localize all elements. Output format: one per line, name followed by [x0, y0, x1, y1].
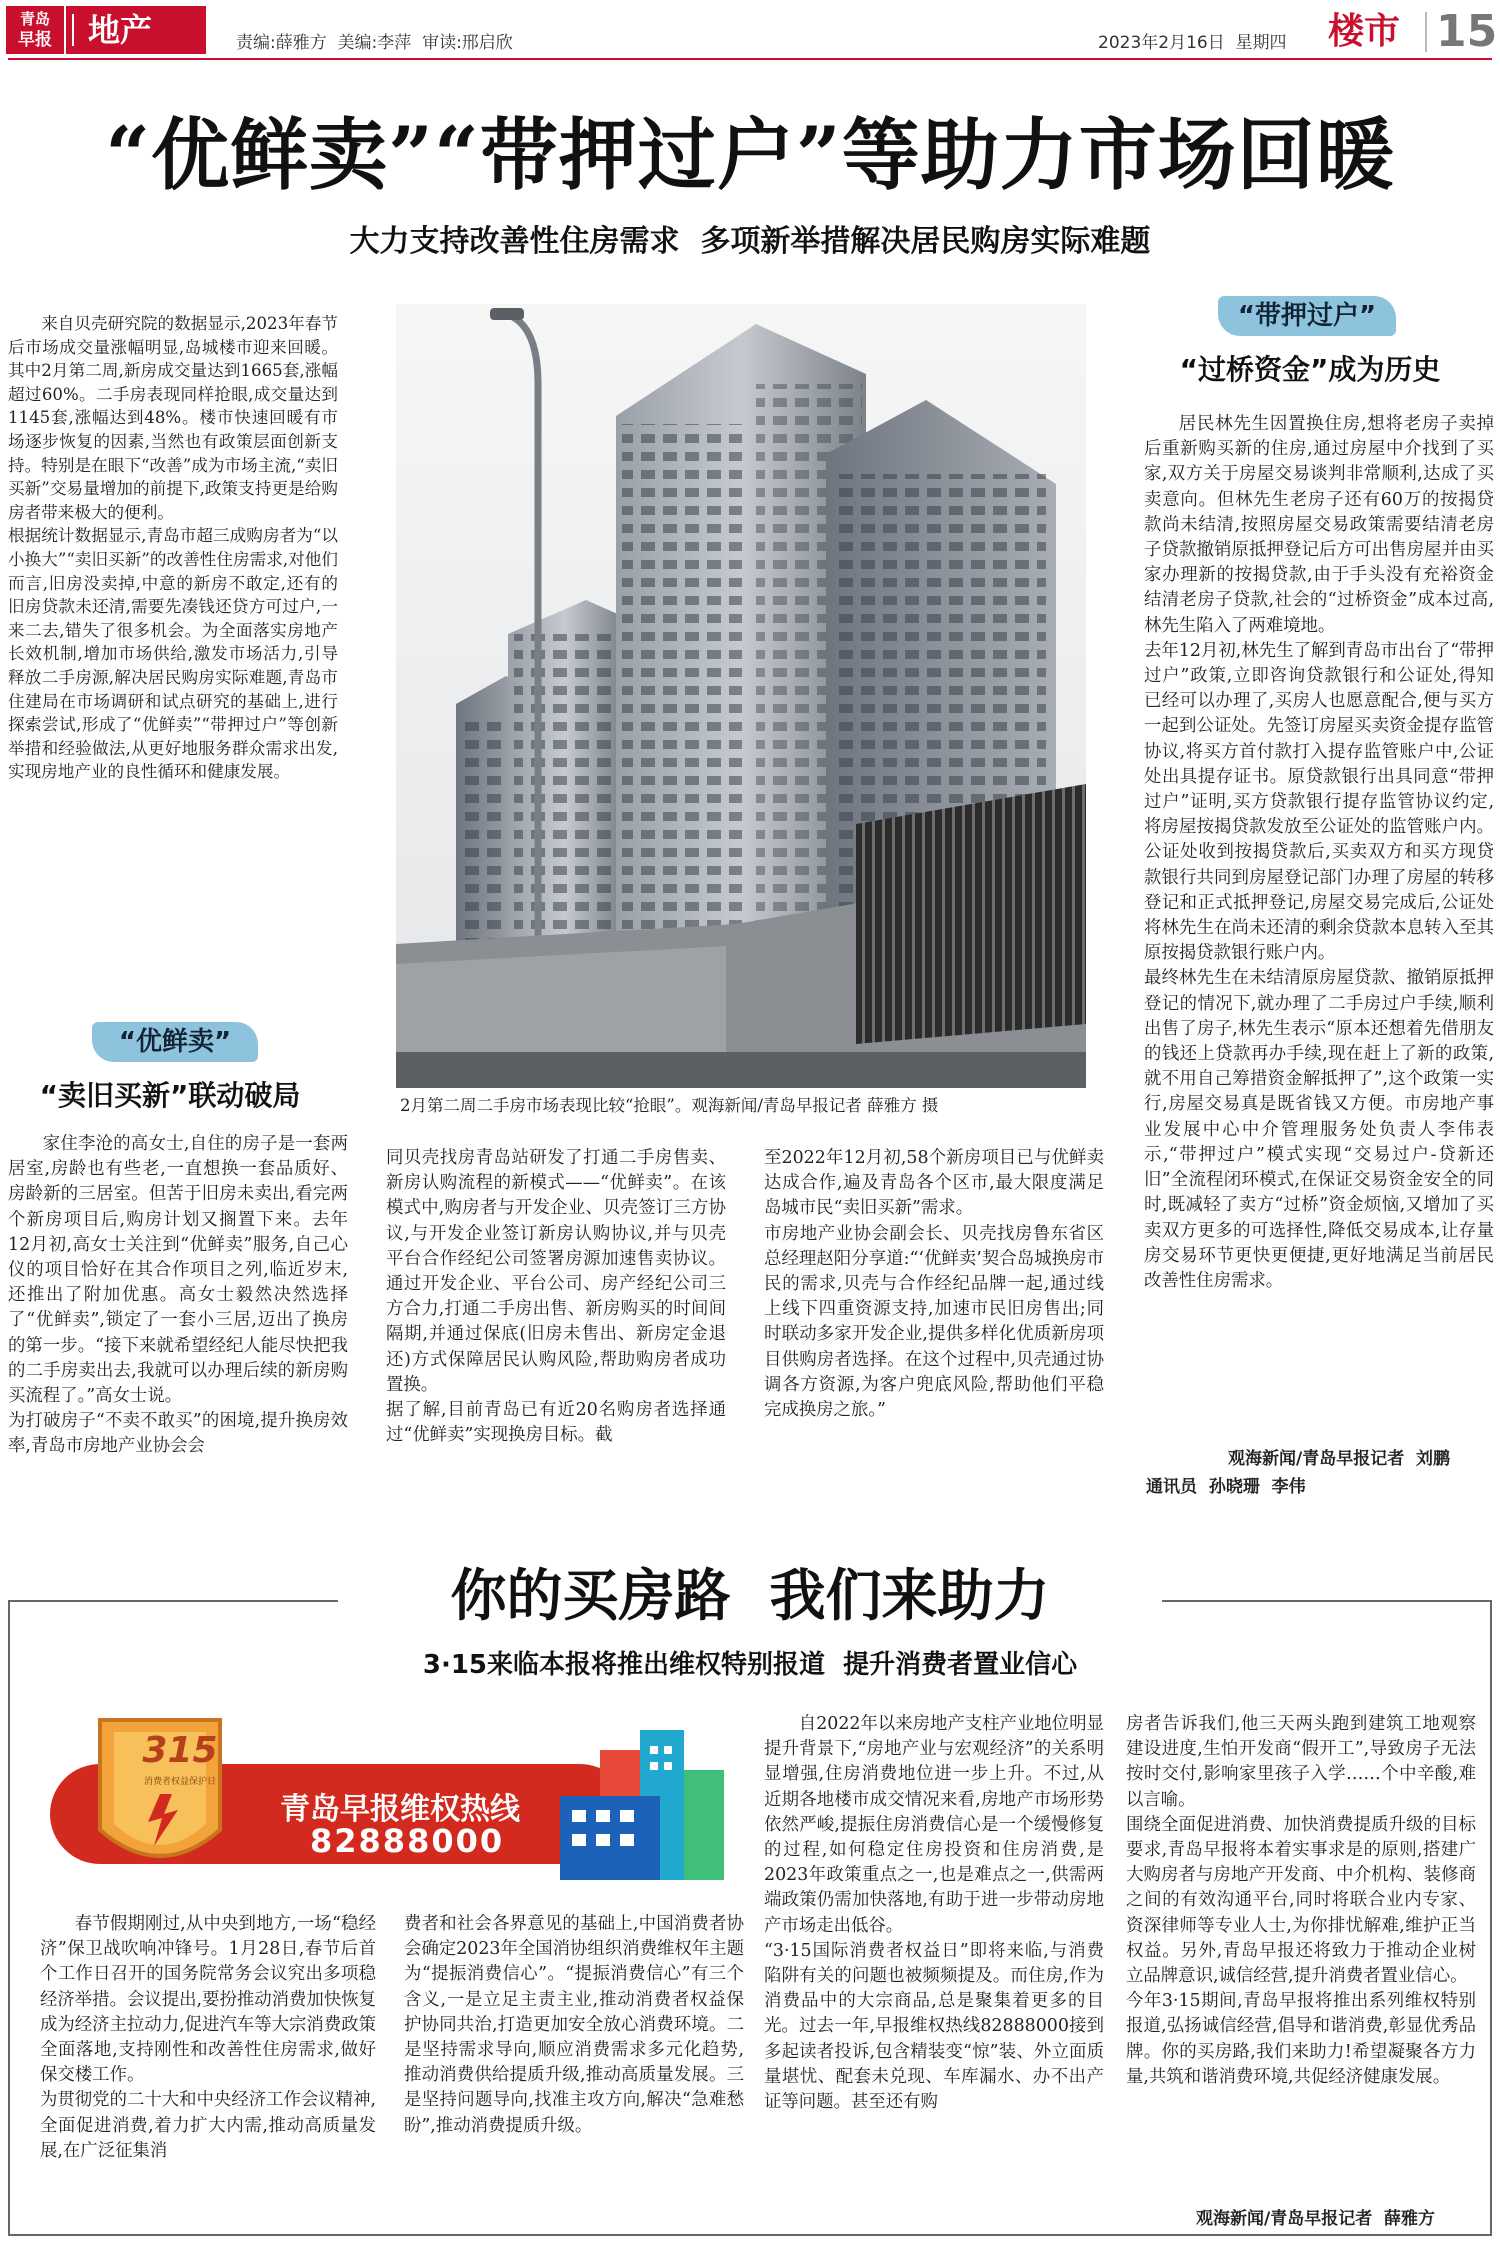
article-2-col2-text: 费者和社会各界意见的基础上,中国消费者协会确定2023年全国消协组织消费维权年主题为“提振消费信心”。“提振消费信心”有三个含义,一是立足主责主业,推动消费者权益保护协同共治,打造更加安全放心消费环境。二是坚持需求导向,顺应消费需求多元化趋势,推动消费供给提质升级,推动高质量发展。三是坚持问题导向,找准主攻方向,解决“急难愁盼”,推动消费提质升级。	[404, 1914, 744, 2136]
section-b-column	[1144, 412, 1494, 1432]
section-b-heading: “过桥资金”成为历史	[1179, 353, 1441, 386]
badge-315: 315	[142, 1730, 218, 1771]
section-b-pill: “带押过户”	[1218, 296, 1396, 336]
article-1-correspondents: 通讯员 孙晓珊 李伟	[1146, 1477, 1306, 1497]
column-name: 楼市	[1328, 11, 1401, 52]
newspaper-logo	[6, 6, 64, 54]
article-2-col3-text: 自2022年以来房地产支柱产业地位明显提升背景下,“房地产业与宏观经济”的关系明显增强,住房消费地位进一步上升。不过,从近期各地楼市成交情况来看,房地产市场形势依然严峻,提振住房消费信心是一个缓慢修复的过程,如何稳定住房投资和住房消费,是2023年政策重点之一,也是难点之一,供需两端政策仍需加快落地,有助于进一步带动房地产市场走出低谷。 “3·15国际消费者权益日”即将来临,与消费陷阱有关的问题也被频频提及。而住房,作为消费品中的大宗商品,总是聚集着更多的目光。过去一年,早报维权热线82888000接到多起读者投诉,包含精装变“惊”装、外立面质量堪忧、配套未兑现、车库漏水、办不出产证等问题。甚至还有购	[764, 1714, 1104, 2113]
section-label	[66, 6, 206, 54]
article-2-column-3	[764, 1712, 1104, 2232]
article-1-byline: 观海新闻/青岛早报记者 刘鹏	[1228, 1449, 1451, 1469]
logo-top-text: 青岛	[19, 10, 50, 28]
editor-credits: 责编:薛雅方 美编:李萍 审读:邢启欣	[236, 33, 513, 53]
photo-caption: 2月第二周二手房市场表现比较“抢眼”。观海新闻/青岛早报记者 薛雅方 摄	[400, 1096, 939, 1115]
article-2-byline: 观海新闻/青岛早报记者 薛雅方	[1196, 2209, 1436, 2229]
section-name: 地产	[88, 11, 153, 49]
section-a-column-1	[8, 1132, 348, 1502]
logo-bottom-text: 早报	[18, 30, 52, 50]
article-1-title: “优鲜卖”“带押过户”等助力市场回暖	[105, 110, 1395, 201]
intro-text: 来自贝壳研究院的数据显示,2023年春节后市场成交量涨幅明显,岛城楼市迎来回暖。其中2月第二周,新房成交量达到1665套,涨幅超过60%。二手房表现同样抢眼,成交量达到1145套,涨幅达到48%。楼市快速回暖有市场逐步恢复的因素,当然也有政策层面创新支持。特别是在眼下“改善”成为市场主流,“卖旧买新”交易量增加的前提下,政策支持更是给购房者带来极大的便利。 根据统计数据显示,青岛市超三成购房者为“以小换大”“卖旧买新”的改善性住房需求,对他们而言,旧房没卖掉,中意的新房不敢定,还有的旧房贷款未还清,需要先凑钱还贷方可过户,一来二去,错失了很多机会。为全面落实房地产长效机制,增加市场供给,激发市场活力,引导释放二手房源,解决居民购房实际难题,青岛市住建局在市场调研和试点研究的基础上,进行探索尝试,形成了“优鲜卖”“带押过户”等创新举措和经验做法,从更好地服务群众需求出发,实现房地产业的良性循环和健康发展。	[8, 314, 338, 782]
article-2-title: 你的买房路 我们来助力	[450, 1563, 1050, 1629]
section-divider	[72, 14, 74, 46]
page-number: 15	[1436, 6, 1498, 57]
hotline-number: 82888000	[310, 1822, 505, 1860]
section-a-col2-text: 同贝壳找房青岛站研发了打通二手房售卖、新房认购流程的新模式——“优鲜卖”。在该模式中,购房者与开发企业、贝壳签订三方协议,与开发企业签订新房认购协议,并与贝壳平台合作经纪公司签署房源加速售卖协议。通过开发企业、平台公司、房产经纪公司三方合力,打通二手房出售、新房购买的时间间隔期,并通过保底(旧房未售出、新房定金退还)方式保障居民认购风险,帮助购房者成功置换。 据了解,目前青岛已有近20名购房者选择通过“优鲜卖”实现换房目标。截	[386, 1148, 726, 1446]
section-a-column-2	[386, 1146, 726, 1502]
building-photo	[396, 304, 1086, 1088]
article-2-column-1	[40, 1912, 376, 2232]
page-divider	[1425, 12, 1427, 52]
article-2-col1-text: 春节假期刚过,从中央到地方,一场“稳经济”保卫战吹响冲锋号。1月28日,春节后首个工作日召开的国务院常务会议究出多项稳经济举措。会议提出,要扮推动消费加快恢复成为经济主拉动力,促进汽车等大宗消费政策全面落地,支持刚性和改善性住房需求,做好保交楼工作。 为贯彻党的二十大和中央经济工作会议精神,全面促进消费,着力扩大内需,推动高质量发展,在广泛征集消	[40, 1914, 376, 2161]
badge-caption: 消费者权益保护日	[143, 1777, 216, 1787]
section-a-col1-text: 家住李沧的高女士,自住的房子是一套两居室,房龄也有些老,一直想换一套品质好、房龄新的三居室。但苦于旧房未卖出,看完两个新房项目后,购房计划又搁置下来。去年12月初,高女士关注到“优鲜卖”服务,自己心仪的项目恰好在其合作项目之列,临近岁末,还推出了附加优惠。高女士毅然决然选择了“优鲜卖”,锁定了一套小三居,迈出了换房的第一步。“接下来就希望经纪人能尽快把我的二手房卖出去,我就可以办理后续的新房购买流程了。”高女士说。 为打破房子“不卖不敢买”的困境,提升换房效率,青岛市房地产业协会会	[8, 1134, 348, 1457]
article-2-column-2	[404, 1912, 744, 2232]
section-b-text: 居民林先生因置换住房,想将老房子卖掉后重新购买新的住房,通过房屋中介找到了买家,双方关于房屋交易谈判非常顺利,达成了买卖意向。但林先生老房子还有60万的按揭贷款尚未结清,按照房屋交易政策需要结清老房子贷款撤销原抵押登记后方可出售房屋并由买家办理新的按揭贷款,由于手头没有充裕资金结清老房子贷款,社会的“过桥资金”成本过高,林先生陷入了两难境地。 去年12月初,林先生了解到青岛市出台了“带押过户”政策,立即咨询贷款银行和公证处,得知已经可以办理了,买房人也愿意配合,便与买方一起到公证处。先签订房屋买卖资金提存监管协议,将买方首付款打入提存监管账户中,公证处出具提存证书。原贷款银行出具同意“带押过户”证明,买方贷款银行提存监管协议约定,将房屋按揭贷款发放至公证处的监管账户内。公证处收到按揭贷款后,买卖双方和买方现贷款银行共同到房屋登记部门办理了房屋的转移登记和正式抵押登记,房屋交易完成后,公证处将林先生在尚未还清的剩余贷款本息转入至其原按揭贷款银行账户内。 最终林先生在未结清原房屋贷款、撤销原抵押登记的情况下,就办理了二手房过户手续,顺利出售了房子,林先生表示“原本还想着先借朋友的钱还上贷款再办手续,现在赶上了新的政策,就不用自己筹措资金解抵押了”,这个政策一实行,房屋交易真是既省钱又方便。市房地产事业发展中心中介管理服务处负责人李伟表示,“带押过户”模式实现“交易过户-贷新还旧”全流程闭环模式,在保证交易资金安全的同时,既减轻了卖方“过桥”资金烦恼,又增加了买卖双方更多的可选择性,降低交易成本,让存量房交易环节更快更便捷,更好地满足当前居民改善性住房需求。	[1144, 414, 1494, 1291]
section-a-column-3	[764, 1146, 1104, 1502]
masthead	[0, 0, 1500, 60]
section-a-col3-text: 至2022年12月初,58个新房项目已与优鲜卖达成合作,遍及青岛各个区市,最大限度满足岛城市民“卖旧买新”需求。 市房地产业协会副会长、贝壳找房鲁东省区总经理赵阳分享道:“‘优鲜卖’契合岛城换房市民的需求,贝壳与合作经纪品牌一起,通过线上线下四重资源支持,加速市民旧房售出;同时联动多家开发企业,提供多样化优质新房项目供购房者选择。在这个过程中,贝壳通过协调各方资源,为客户兜底风险,帮助他们平稳完成换房之旅。”	[764, 1148, 1104, 1421]
section-a-heading: “卖旧买新”联动破局	[39, 1079, 301, 1112]
article-2-col4-text: 房者告诉我们,他三天两头跑到建筑工地观察建设进度,生怕开发商“假开工”,导致房子无法按时交付,影响家里孩子入学……个中辛酸,难以言喻。 围绕全面促进消费、加快消费提质升级的目标要求,青岛早报将本着实事求是的原则,搭建广大购房者与房地产开发商、中介机构、装修商之间的有效沟通平台,同时将联合业内专家、资深律师等专业人士,为你排忧解难,维护正当权益。另外,青岛早报还将致力于推动企业树立品牌意识,诚信经营,提升消费者置业信心。 今年3·15期间,青岛早报将推出系列维权特别报道,弘扬诚信经营,倡导和谐消费,彰显优秀品牌。你的买房路,我们来助力!希望凝聚各方力量,共筑和谐消费环境,共促经济健康发展。	[1126, 1714, 1476, 2087]
section-a-pill: “优鲜卖”	[92, 1022, 258, 1062]
hotline-label: 青岛早报维权热线	[280, 1792, 520, 1827]
issue-date: 2023年2月16日 星期四	[1098, 33, 1287, 53]
building-photo-svg	[396, 304, 1086, 1088]
intro-column	[8, 312, 338, 972]
hotline-banner	[40, 1710, 760, 1890]
header-rule	[8, 58, 1492, 60]
article-1-subtitle: 大力支持改善性住房需求 多项新举措解决居民购房实际难题	[349, 224, 1151, 259]
article-2-column-4	[1126, 1712, 1476, 2200]
article-2-subtitle: 3·15来临本报将推出维权特别报道 提升消费者置业信心	[422, 1650, 1078, 1680]
